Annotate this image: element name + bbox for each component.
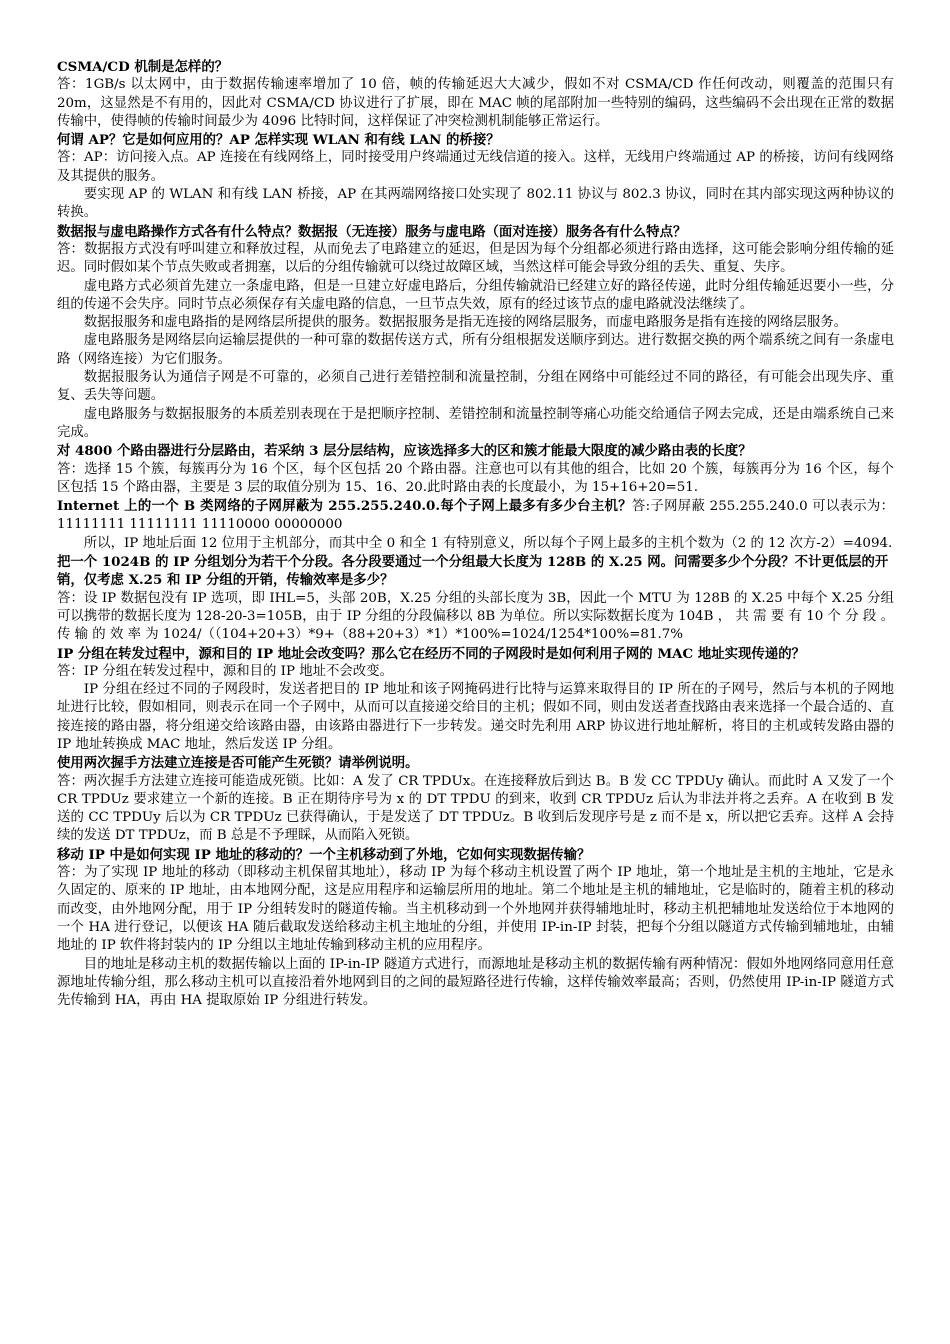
answer-paragraph: 答：AP：访问接入点。AP 连接在有线网络上，同时接受用户终端通过无线信道的接入。这样，无线用户终端通过 AP 的桥接，访问有线网络及其提供的服务。 <box>57 150 894 184</box>
answer-paragraph: 答：IP 分组在转发过程中，源和目的 IP 地址不会改变。 <box>57 663 393 679</box>
answer-paragraph: 虚电路方式必须首先建立一条虚电路，但是一旦建立好虚电路后，分组传输就沿已经建立好的路径传递，此时分组传输延迟要小一些，分组的传递不会失序。同时节点必须保存有关虚电路的信息，一旦节点失效，原有的经过该节点的虚电路就没法继续了。 <box>57 278 894 312</box>
question-heading: CSMA/CD 机制是怎样的？ <box>57 59 229 75</box>
answer-paragraph: 答：数据报方式没有呼叫建立和释放过程，从而免去了电路建立的延迟，但是因为每个分组都必须进行路由选择，这可能会影响分组传输的延迟。同时假如某个节点失败或者拥塞，以后的分组传输就可以绕过故障区域，当然这样可能会导致分组的丢失、重复、失序。 <box>57 241 894 276</box>
answer-paragraph: 目的地址是移动主机的数据传输以上面的 IP-in-IP 隧道方式进行，而源地址是移动主机的数据传输有两种情况：假如外地网络同意用任意源地址传输分组，那么移动主机可以直接沿着外地网到目的之间的最短路径进行传输，这样传输效率最高；否则，仍然使用 IP-in-IP 隧道方式先传输到 HA，再由 HA 提取原始 IP 分组进行转发。 <box>57 956 894 1009</box>
answer-paragraph: 要实现 AP 的 WLAN 和有线 LAN 桥接，AP 在其两端网络接口处实现了 802.11 协议与 802.3 协议，同时在其内部实现这两种协议的转换。 <box>57 187 894 221</box>
answer-paragraph: 虚电路服务与数据报服务的本质差别表现在于是把顺序控制、差错控制和流量控制等痛心功能交给通信子网去完成，还是由端系统自己来完成。 <box>57 406 894 440</box>
answer-inline: 答:子网屏蔽 255.255.240.0 可以表示为：11111111 11111111 11110000 00000000 <box>57 499 894 533</box>
question-with-inline-answer <box>57 497 894 535</box>
answer-paragraph: 答：设 IP 数据包没有 IP 选项，即 IHL=5，头部 20B，X.25 分组的头部长度为 3B，因此一个 MTU 为 128B 的 X.25 中每个 X.25 分组可以携带的数据长度为 128-20-3=105B，由于 IP 分组的分段偏移以 8B 为单位。所以实际数据长度为 104B ， 共 需 要 有 10 个 分 段 。 传 输 的 效 率 为 1024/（（104+20+3）*9+（88+20+3）*1）*100%=1024/1254*100%=81.7% <box>57 590 894 643</box>
answer-paragraph: 虚电路服务是网络层向运输层提供的一种可靠的数据传送方式，所有分组根据发送顺序到达。进行数据交换的两个端系统之间有一条虚电路（网络连接）为它们服务。 <box>57 333 894 367</box>
answer-paragraph: 数据报服务和虚电路指的是网络层所提供的服务。数据报服务是指无连接的网络层服务，而虚电路服务是指有连接的网络层服务。 <box>83 315 848 331</box>
answer-paragraph: 答：两次握手方法建立连接可能造成死锁。比如：A 发了 CR TPDUx。在连接释放后到达 B。B 发 CC TPDUy 确认。而此时 A 又发了一个 CR TPDUz 要求建立一个新的连接。B 正在期待序号为 x 的 DT TPDU 的到来，收到 CR TPDUz 后认为非法并将之丢弃。A 在收到 B 发送的 CC TPDUy 后以为 CR TPDUz 已获得确认，于是发送了 DT TPDUz。B 收到后发现序号是 z 而不是 x，所以把它丢弃。这样 A 会持续的发送 DT TPDUz，而 B 总是不予理睬，从而陷入死锁。 <box>57 773 894 844</box>
question-heading: 移动 IP 中是如何实现 IP 地址的移动的？一个主机移动到了外地，它如何实现数据传输？ <box>57 846 591 863</box>
question-heading: Internet 上的一个 B 类网络的子网屏蔽为 255.255.240.0.每个子网上最多有多少台主机？ <box>57 498 632 515</box>
question-heading: IP 分组在转发过程中，源和目的 IP 地址会改变吗？那么它在经历不同的子网段时是如何利用子网的 MAC 地址实现传递的？ <box>57 645 805 662</box>
answer-paragraph: IP 分组在经过不同的子网段时，发送者把目的 IP 地址和该子网掩码进行比特与运算来取得目的 IP 所在的子网号，然后与本机的子网地址进行比较，假如相同，则表示在同一个子网中，从而可以直接递交给目的主机；假如不同，则由发送者查找路由表来选择一个最合适的、直接连接的路由器，将分组递交给该路由器，由该路由器进行下一步转发。递交时先利用 ARP 协议进行地址解析，将目的主机或转发路由器的 IP 地址转换成 MAC 地址，然后发送 IP 分组。 <box>57 682 894 752</box>
answer-paragraph: 所以，IP 地址后面 12 位用于主机部分，而其中全 0 和全 1 有特别意义，所以每个子网上最多的主机个数为（2 的 12 次方-2）=4094. <box>83 535 893 551</box>
answer-paragraph: 答：为了实现 IP 地址的移动（即移动主机保留其地址），移动 IP 为每个移动主机设置了两个 IP 地址，第一个地址是主机的主地址，它是永久固定的、原来的 IP 地址，由本地网分配，这是应用程序和运输层所用的地址。第二个地址是主机的辅地址，它是临时的，随着主机的移动而改变，由外地网分配，用于 IP 分组转发时的隧道传输。当主机移动到一个外地网并获得辅地址时，移动主机把辅地址发送给位于本地网的一个 HA 进行登记，以便该 HA 随后截取发送给移动主机主地址的分组，并使用 IP-in-IP 封装，把每个分组以隧道方式传输到辅地址，由辅地址的 IP 软件将封装内的 IP 分组以主地址传输到移动主机的应用程序。 <box>57 865 894 954</box>
answer-paragraph: 数据报服务认为通信子网是不可靠的，必须自己进行差错控制和流量控制，分组在网络中可能经过不同的路径，有可能会出现失序、重复、丢失等问题。 <box>57 370 894 404</box>
question-heading: 何谓 AP？它是如何应用的？AP 怎样实现 WLAN 和有线 LAN 的桥接？ <box>57 132 500 149</box>
answer-paragraph: 答：1GB/s 以太网中，由于数据传输速率增加了 10 倍，帧的传输延迟大大减少，假如不对 CSMA/CD 作任何改动，则覆盖的范围只有 20m，这显然是不有用的，因此对 CSMA/CD 协议进行了扩展，即在 MAC 帧的尾部附加一些特别的编码，这些编码不会出现在正常的数据传输中，使得帧的传输时间最少为 4096 比特时间，这样保证了冲突检测机制能够正常运行。 <box>57 77 894 129</box>
question-heading: 把一个 1024B 的 IP 分组划分为若干个分段。各分段要通过一个分组最大长度为 128B 的 X.25 网。问需要多少个分段？不计更低层的开销，仅考虑 X.25 和 IP 分组的开销，传输效率是多少？ <box>57 554 889 589</box>
answer-paragraph: 答：选择 15 个簇，每簇再分为 16 个区，每个区包括 20 个路由器。注意也可以有其他的组合，比如 20 个簇，每簇再分为 16 个区，每个区包括 15 个路由器，主要是 3 层的取值分别为 15、16、20.此时路由表的长度最小，为 15+16+20=51. <box>57 461 894 495</box>
question-heading: 数据报与虚电路操作方式各有什么特点？数据报（无连接）服务与虚电路（面对连接）服务各有什么特点？ <box>57 223 687 240</box>
question-heading: 使用两次握手方法建立连接是否可能产生死锁？请举例说明。 <box>57 755 419 772</box>
question-heading: 对 4800 个路由器进行分层路由，若采纳 3 层分层结构，应该选择多大的区和簇才能最大限度的减少路由表的长度？ <box>57 443 752 460</box>
